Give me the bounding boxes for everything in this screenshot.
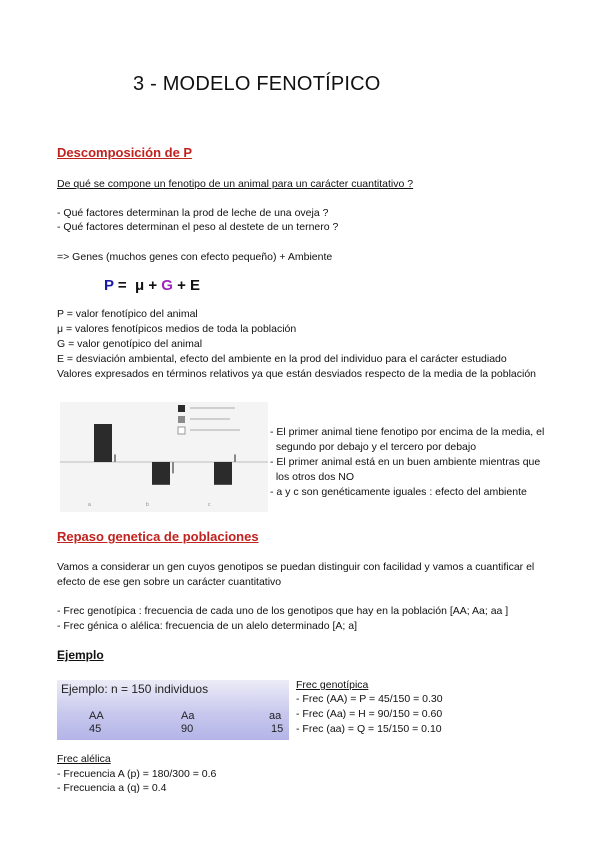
legend-environmental-swatch — [178, 427, 185, 434]
genotypic-aa: - Frec (AA) = P = 45/150 = 0.30 — [296, 693, 443, 705]
definition-g: G = valor genotípico del animal — [57, 338, 203, 350]
definition-note: Valores expresados en términos relativos ya que están desviados respecto de la media de la población — [57, 368, 537, 380]
chart-note-3: - El primer animal está en un buen ambiente mientras que — [270, 456, 541, 468]
genotypic-heading: Frec genotípica — [296, 679, 369, 691]
legend-phenotypic-swatch — [178, 405, 185, 412]
category-label-c: c — [208, 502, 211, 508]
answer-text: => Genes (muchos genes con efecto pequeño) + Ambiente — [57, 251, 333, 263]
count-aa-dominant: 45 — [89, 723, 102, 735]
bar-genotypic-c — [234, 454, 236, 462]
category-label-b: b — [146, 502, 149, 508]
count-aa-hetero: 90 — [181, 723, 194, 735]
intro-line-2: efecto de ese gen sobre un carácter cuantitativo — [57, 576, 282, 588]
example-heading: Ejemplo — [57, 648, 104, 662]
allelic-a: - Frecuencia A (p) = 180/300 = 0.6 — [57, 768, 217, 780]
question-2: - Qué factores determinan el peso al destete de un ternero ? — [57, 221, 339, 233]
genotypic-aa-rec: - Frec (aa) = Q = 15/150 = 0.10 — [296, 723, 442, 735]
page-title: 3 - MODELO FENOTÍPICO — [133, 73, 381, 95]
genotype-aa-dominant: AA — [89, 710, 104, 722]
bar-phenotypic-a — [94, 424, 112, 462]
def-allelic: - Frec génica o alélica: frecuencia de un alelo determinado [A; a] — [57, 620, 358, 632]
definition-p: P = valor fenotípico del animal — [57, 308, 198, 320]
legend-genotypic-swatch — [178, 416, 185, 423]
intro-line-1: Vamos a considerar un gen cuyos genotipos se puedan distinguir con facilidad y vamos a cuantificar el — [57, 561, 535, 573]
question-1: - Qué factores determinan la prod de leche de una oveja ? — [57, 207, 329, 219]
chart-note-5: - a y c son genéticamente iguales : efecto del ambiente — [270, 486, 527, 498]
allelic-heading: Frec alélica — [57, 753, 111, 765]
example-table — [57, 680, 289, 740]
count-aa-recessive: 15 — [271, 723, 284, 735]
table-caption: Ejemplo: n = 150 individuos — [61, 682, 209, 696]
chart-note-1: - El primer animal tiene fenotipo por encima de la media, el — [270, 426, 545, 438]
definition-mu: μ = valores fenotípicos medios de toda la población — [57, 323, 297, 335]
def-genotypic: - Frec genotípica : frecuencia de cada uno de los genotipos que hay en la población [AA; Aa; aa ] — [57, 605, 509, 617]
formula-p: P — [104, 277, 114, 294]
formula-g: G — [161, 277, 173, 294]
genotype-aa-recessive: aa — [269, 710, 282, 722]
definition-e: E = desviación ambiental, efecto del ambiente en la prod del individuo para el carácter estudiado — [57, 353, 507, 365]
section-heading-descomposicion: Descomposición de P — [57, 145, 193, 160]
allelic-a-rec: - Frecuencia a (q) = 0.4 — [57, 782, 167, 794]
bar-phenotypic-b — [152, 462, 170, 485]
bar-genotypic-b — [172, 462, 174, 473]
phenotype-chart — [60, 402, 268, 512]
formula-rest: + E — [172, 277, 201, 294]
bar-genotypic-a — [114, 454, 116, 462]
chart-note-2: segundo por debajo y el tercero por debajo — [270, 441, 477, 453]
genotype-aa-hetero: Aa — [181, 710, 195, 722]
bar-phenotypic-c — [214, 462, 232, 485]
category-label-a: a — [88, 502, 91, 508]
question-text: De qué se compone un fenotipo de un animal para un carácter cuantitativo ? — [57, 178, 414, 190]
chart-note-4: los otros dos NO — [270, 471, 355, 483]
genotypic-aa-het: - Frec (Aa) = H = 90/150 = 0.60 — [296, 708, 443, 720]
section-heading-poblaciones: Repaso genetica de poblaciones — [57, 529, 259, 544]
phenotype-chart-svg — [60, 402, 268, 512]
formula-eq: = μ + — [113, 277, 162, 294]
formula — [104, 277, 200, 294]
